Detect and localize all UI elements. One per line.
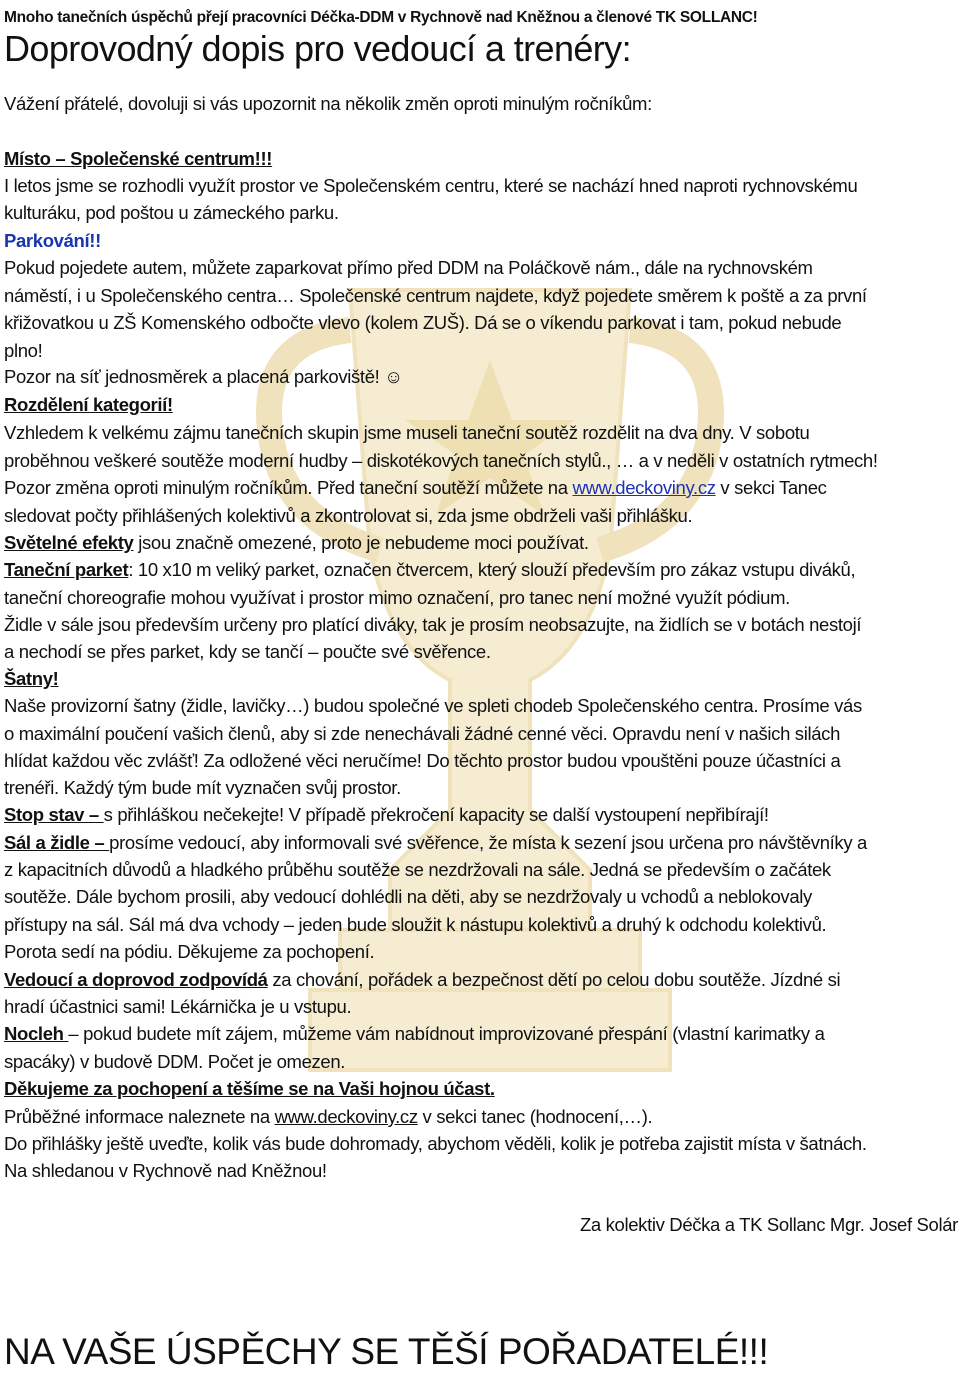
lights-text: jsou značně omezené, proto je nebudeme moci používat.: [133, 532, 589, 553]
overnight-text-1: – pokud budete mít zájem, můžeme vám nabídnout improvizované přespání (vlastní karimatky a: [68, 1023, 825, 1044]
hall-label: Sál a židle –: [4, 832, 110, 853]
hall-text-1: prosíme vedoucí, aby informovali své svěřence, že místa k sezení jsou určena pro návštěvníky a: [109, 832, 867, 853]
info-line: [4, 1103, 652, 1130]
categories-heading: Rozdělení kategorií!: [4, 394, 173, 415]
categories-line-3: [4, 474, 827, 501]
floor-text-1: : 10 x10 m veliký parket, označen čtvercem, který slouží především pro zákaz vstupu diváků,: [128, 559, 856, 580]
parking-line-2: náměstí, i u Společenského centra… Společenské centrum najdete, když pojedete směrem k poště a za první: [4, 285, 867, 306]
registration-note: Do přihlášky ještě uveďte, kolik vás bude dohromady, abychom věděli, kolik je potřeba zajistit místa v šatnách.: [4, 1133, 867, 1154]
info-pre: Průběžné informace naleznete na: [4, 1106, 275, 1127]
deckoviny-link[interactable]: www.deckoviny.cz: [572, 477, 716, 498]
parking-line-4: plno!: [4, 340, 43, 361]
info-link[interactable]: www.deckoviny.cz: [274, 1106, 418, 1127]
overnight-label: Nocleh: [4, 1023, 69, 1044]
stop-paragraph: [4, 801, 769, 828]
farewell-text: Na shledanou v Rychnově nad Kněžnou!: [4, 1160, 327, 1181]
hall-line-1: [4, 829, 867, 856]
venue-line-1: I letos jsme se rozhodli využít prostor ve Společenském centru, které se nachází hned naproti rychnovskému: [4, 175, 858, 196]
floor-line-1: [4, 556, 855, 583]
categories-line-3-post: v sekci Tanec: [715, 477, 827, 498]
page-title: Doprovodný dopis pro vedoucí a trenéry:: [4, 28, 631, 69]
floor-line-2: taneční choreografie mohou využívat i prostor mimo označení, pro tanec není možné využít pódium.: [4, 587, 790, 608]
wardrobe-line-1: Naše provizorní šatny (židle, lavičky…) budou společné ve spleti chodeb Společenského centra. Prosíme vás: [4, 695, 862, 716]
hall-line-4: přístupy na sál. Sál má dva vchody – jeden bude sloužit k nástupu kolektivů a druhý k odchodu kolektivů.: [4, 914, 827, 935]
top-greeting: Mnoho tanečních úspěchů přejí pracovníci Déčka-DDM v Rychnově nad Kněžnou a členové TK SOLLANC!: [4, 9, 758, 26]
parking-line-3: křižovatkou u ZŠ Komenského odbočte vlevo (kolem ZUŠ). Dá se o víkendu parkovat i tam, pokud nebude: [4, 312, 842, 333]
venue-line-2: kulturáku, pod poštou u zámeckého parku.: [4, 202, 339, 223]
stop-label: Stop stav –: [4, 804, 104, 825]
leaders-text-1: za chování, pořádek a bezpečnost dětí po celou dobu soutěže. Jízdné si: [267, 969, 841, 990]
hall-line-3: soutěže. Dále bychom prosili, aby vedoucí dohlédli na děti, aby se nezdržovaly u vchodů a neblokovaly: [4, 886, 812, 907]
hall-line-5: Porota sedí na pódiu. Děkujeme za pochopení.: [4, 941, 375, 962]
intro-text: Vážení přátelé, dovoluji si vás upozornit na několik změn oproti minulým ročníkům:: [4, 93, 652, 114]
floor-label: Taneční parket: [4, 559, 129, 580]
lights-label: Světelné efekty: [4, 532, 134, 553]
categories-line-3-pre: Pozor změna oproti minulým ročníkům. Před taneční soutěží můžete na: [4, 477, 573, 498]
categories-line-1: Vzhledem k velkému zájmu tanečních skupin jsme museli taneční soutěž rozdělit na dva dny. V sobotu: [4, 422, 810, 443]
categories-line-2: proběhnou veškeré soutěže moderní hudby – diskotékových tanečních stylů., … a v neděli v ostatních rytmech!: [4, 450, 878, 471]
floor-line-3: Židle v sále jsou především určeny pro platící diváky, tak je prosím neobsazujte, na židlích se v botách nestojí: [4, 614, 862, 635]
categories-line-4: sledovat počty přihlášených kolektivů a zkontrolovat si, zda jsme obdrželi vaši přihlášku.: [4, 505, 693, 526]
overnight-line-1: [4, 1020, 825, 1047]
parking-heading: Parkování!!: [4, 230, 101, 251]
signature: Za kolektiv Déčka a TK Sollanc Mgr. Josef Solár: [579, 1214, 958, 1235]
floor-line-4: a nechodí se přes parket, kdy se tančí – poučte své svěřence.: [4, 641, 491, 662]
final-banner: NA VAŠE ÚSPĚCHY SE TĚŠÍ POŘADATELÉ!!!: [4, 1331, 769, 1372]
wardrobe-line-3: hlídat každou věc zvlášť! Za odložené věci neručíme! Do těchto prostor budou vpouštěni pouze účastníci a: [4, 750, 841, 771]
parking-line-1: Pokud pojedete autem, můžete zaparkovat přímo před DDM na Poláčkově nám., dále na rychnovském: [4, 257, 813, 278]
wardrobe-heading: Šatny!: [4, 668, 59, 689]
lights-paragraph: [4, 529, 589, 556]
leaders-line-2: hradí účastnici sami! Lékárnička je u vstupu.: [4, 996, 352, 1017]
info-post: v sekci tanec (hodnocení,…).: [417, 1106, 653, 1127]
wardrobe-line-2: o maximální poučení vašich členů, aby si zde nenechávali žádné cenné věci. Opravdu není v našich silách: [4, 723, 841, 744]
venue-heading: Místo – Společenské centrum!!!: [4, 148, 273, 169]
overnight-line-2: spacáky) v budově DDM. Počet je omezen.: [4, 1051, 346, 1072]
stop-text: s přihláškou nečekejte! V případě překročení kapacity se další vystoupení nepřibírají!: [103, 804, 769, 825]
hall-line-2: z kapacitních důvodů a hladkého průběhu soutěže se nezdržovali na sále. Jedná se především o začátek: [4, 859, 831, 880]
parking-line-5: Pozor na síť jednosměrek a placená parkoviště! ☺: [4, 366, 403, 387]
leaders-line-1: [4, 966, 840, 993]
wardrobe-line-4: trenéři. Každý tým bude mít vyznačen svůj prostor.: [4, 777, 401, 798]
leaders-label: Vedoucí a doprovod zodpovídá: [4, 969, 268, 990]
thanks-heading: Děkujeme za pochopení a těšíme se na Vaši hojnou účast.: [4, 1078, 495, 1099]
